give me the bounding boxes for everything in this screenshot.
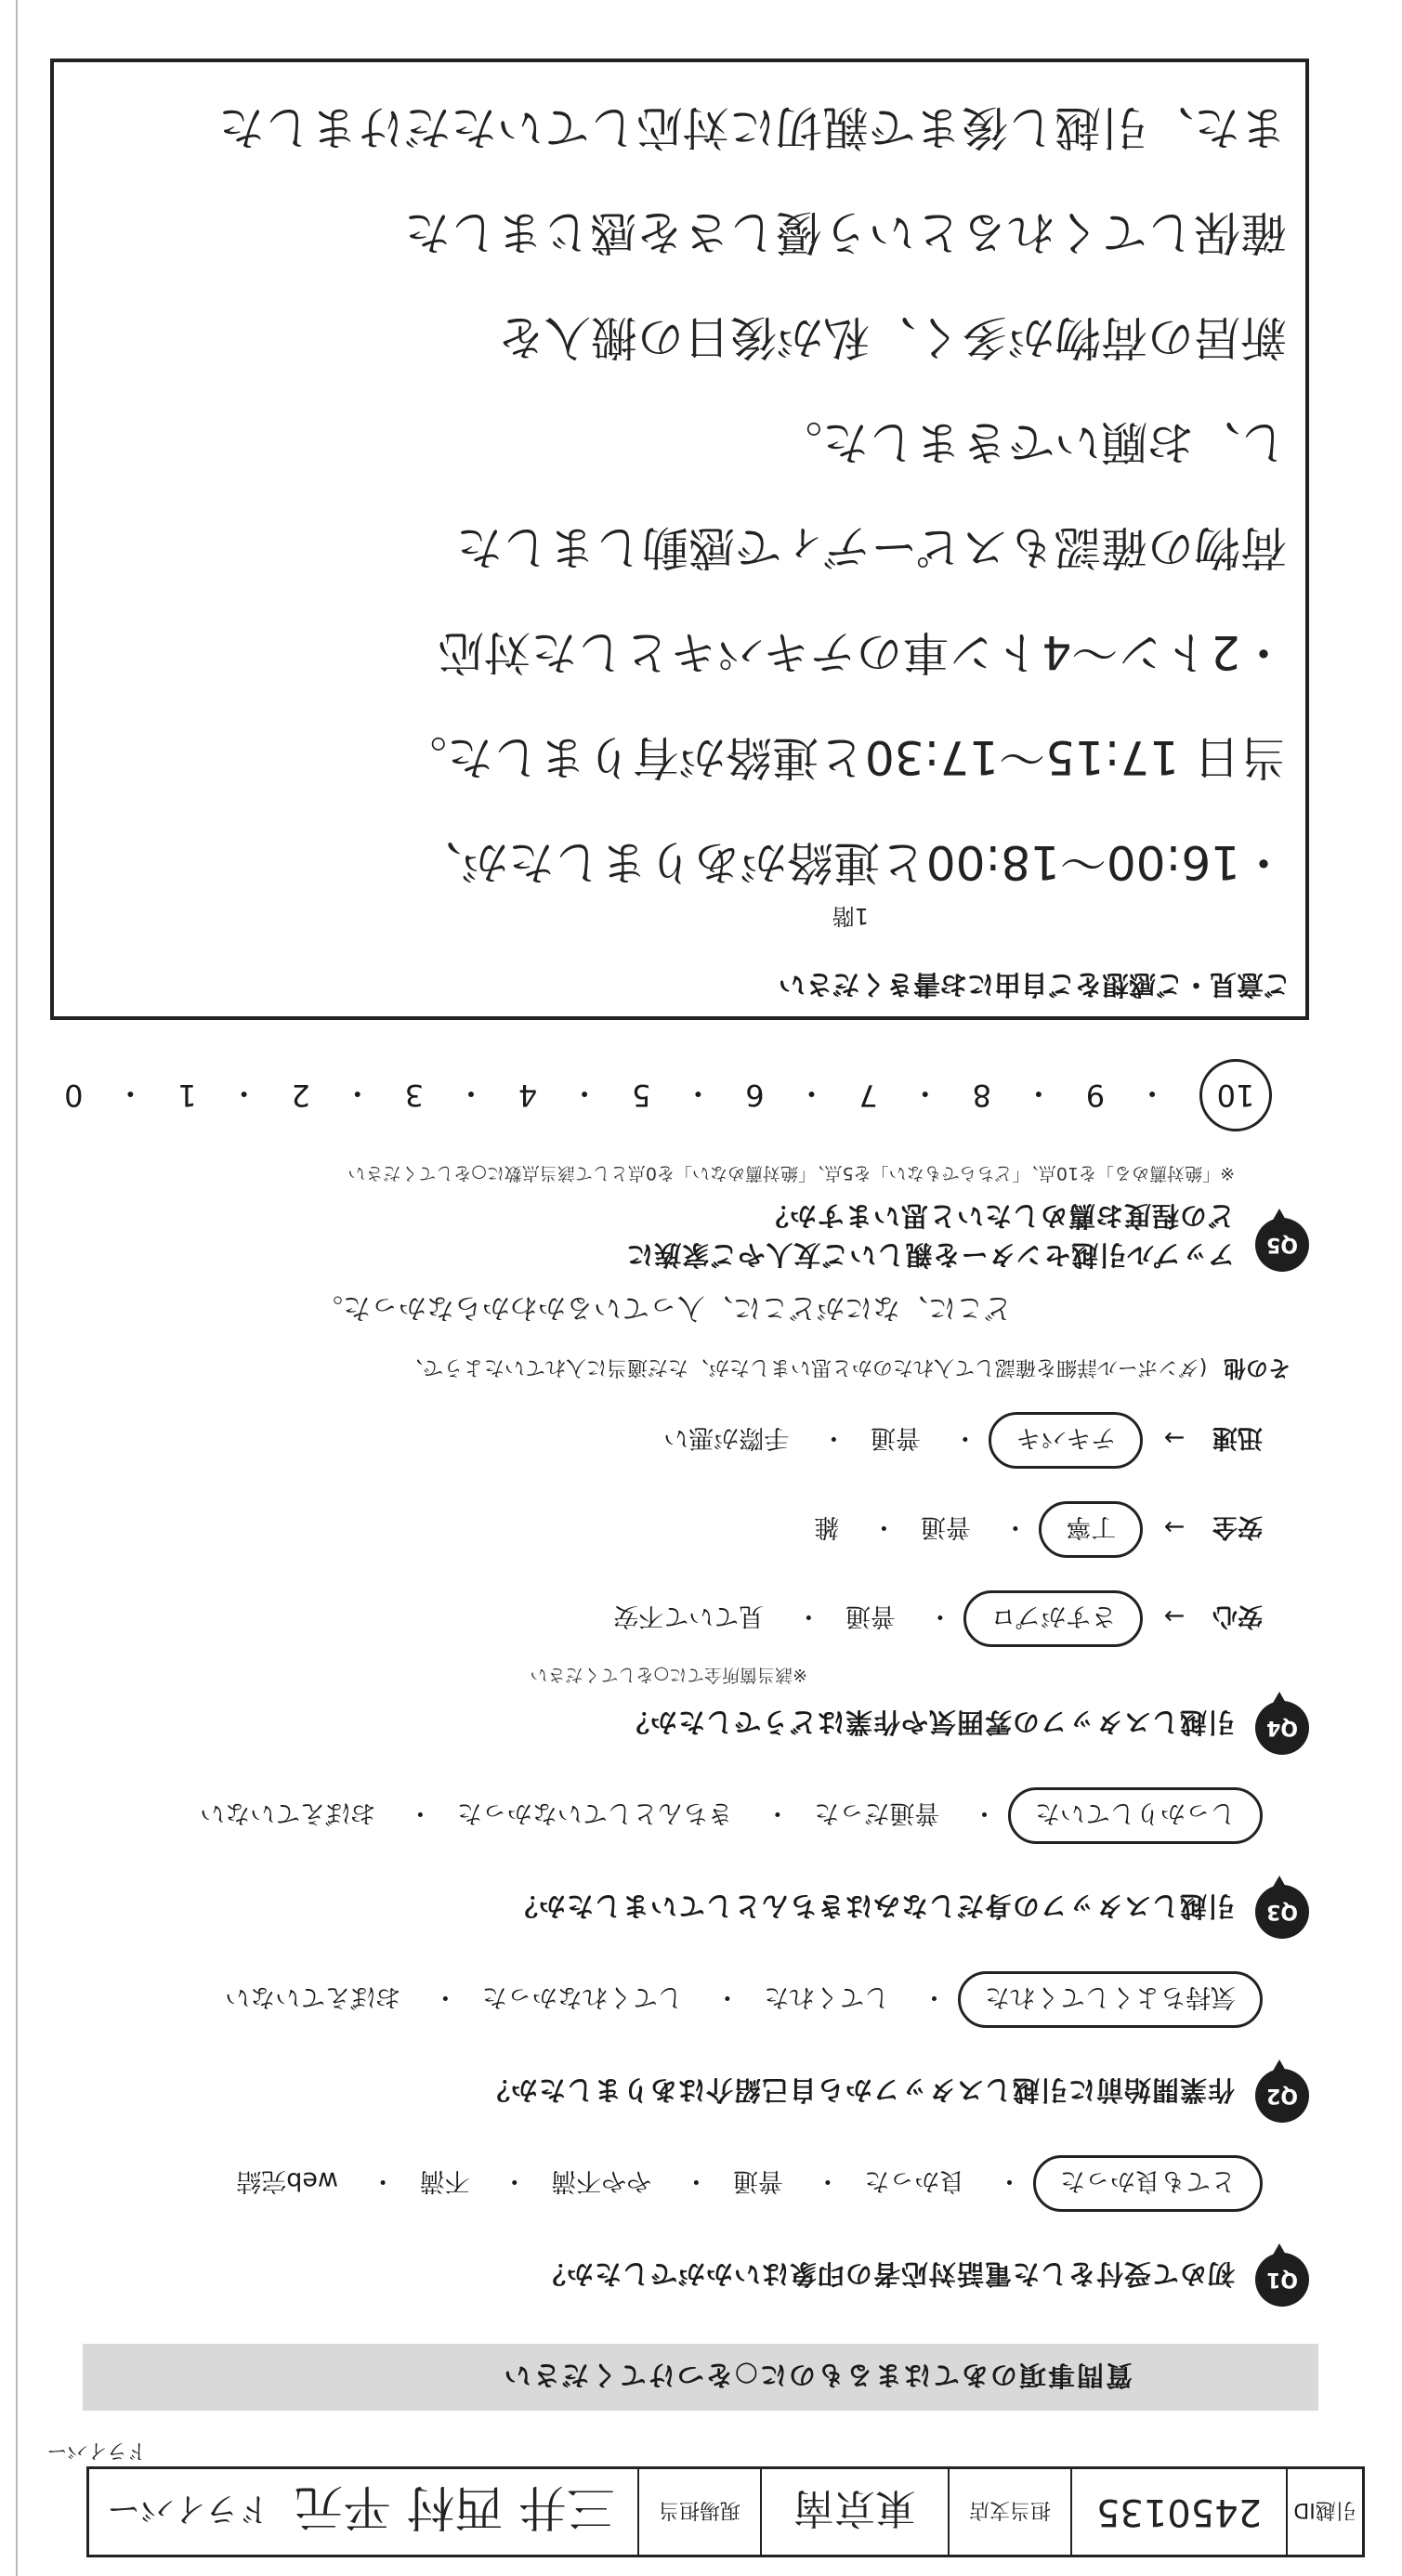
q2-title: 作業開始前に引越しスタッフから自己紹介はありましたか？ — [481, 2074, 1235, 2106]
q4-note: ※該当箇所全てに○をしてください — [530, 1665, 807, 1685]
q5-scale — [64, 1059, 1272, 1131]
staff-value: 三井 西村 平元 — [294, 2478, 615, 2535]
id-label: 引越ID — [1293, 2498, 1356, 2522]
q1-option-web[interactable]: web完結 — [236, 2166, 339, 2195]
q4-row-label-jinsoku: 迅速 — [1212, 1423, 1263, 1452]
q4-icon: Q4 — [1255, 1701, 1309, 1755]
branch-value: 東京南 — [793, 2484, 916, 2531]
q4-other-label: その他 — [1224, 1355, 1291, 1381]
q3-option-not-neat[interactable]: きちんとしていなかった — [456, 1798, 733, 1827]
corner-note: ドライバー — [46, 2439, 148, 2462]
branch-label: 担当支店 — [969, 2498, 1052, 2522]
comment-line: 当日 17:15〜17:30と連絡が有りました。 — [400, 730, 1287, 784]
staff-label-cell — [637, 2469, 760, 2555]
q5-icon: Q5 — [1255, 1218, 1309, 1272]
q2-option-did[interactable]: してくれた — [764, 1982, 890, 2011]
q4-row-anzen: 安全→ 丁寧・ 普通・ 雑 — [801, 1501, 1263, 1558]
comments-insert-note: 1階 — [832, 903, 869, 929]
q4-jinsoku-normal[interactable]: 普通 — [870, 1423, 921, 1452]
q3-option-neat[interactable]: しっかりしていた — [1008, 1787, 1263, 1844]
q4-row-label-anzen: 安全 — [1212, 1512, 1263, 1541]
comments-title: ご意見・ご感想をご自由にお書きください — [778, 969, 1291, 1000]
q5-note: ※「絶対薦める」を10点、「どちらでもない」を5点、「絶対薦めない」を0点として該当点数に○をしてください — [347, 1163, 1235, 1183]
q4-jinsoku-quick[interactable]: テキパキ — [989, 1412, 1143, 1469]
q1-option-good[interactable]: 良かった — [864, 2166, 965, 2195]
comment-line: 荷物の確認もスピーディで感動しました — [456, 520, 1287, 574]
q3-title: 引越しスタッフの身だしなみはきちんとしていましたか？ — [509, 1890, 1235, 1922]
staff-extra: ドライバー — [106, 2490, 272, 2529]
q1-title: 初めて受付をした電話対応者の印象はいかがでしたか？ — [537, 2258, 1235, 2290]
comment-line: ・2トン〜4トン車のテキパキとした対応 — [438, 625, 1287, 679]
q4-anzen-normal[interactable]: 普通 — [920, 1512, 971, 1541]
q2-icon: Q2 — [1255, 2069, 1309, 2123]
scale-dot: ・ — [1137, 1076, 1168, 1111]
staff-label: 現場担当 — [659, 2498, 741, 2522]
scale-dot: ・ — [683, 1076, 714, 1111]
scale-dot: ・ — [910, 1076, 940, 1111]
q1-icon: Q1 — [1255, 2253, 1309, 2307]
q5-score-9[interactable]: 9 — [1085, 1078, 1106, 1113]
q4-anzen-rough[interactable]: 雑 — [814, 1512, 840, 1541]
q5-title-line2: どの程度お薦めしたいと思いますか？ — [760, 1200, 1235, 1232]
q4-jinsoku-slow[interactable]: 手際が悪い — [663, 1423, 790, 1452]
comment-line: ・16:00〜18:00と連絡がありましたが、 — [414, 835, 1287, 889]
branch-label-cell — [948, 2469, 1070, 2555]
q5-score-0[interactable]: 0 — [64, 1078, 84, 1113]
q2-options: 気持ちよくしてくれた・ してくれた・ してくれなかった・ おぼえていない — [212, 1971, 1263, 2028]
scan-edge — [16, 0, 18, 2576]
q1-option-normal[interactable]: 普通 — [732, 2166, 783, 2195]
q4-row-label-anshin: 安心 — [1212, 1602, 1263, 1630]
arrow-icon: → — [1163, 1423, 1186, 1452]
q5-score-10[interactable]: 10 — [1199, 1059, 1272, 1131]
comment-line: 確保してくれるという優しさを感じました — [404, 205, 1287, 259]
q1-option-very-good[interactable]: とても良かった — [1033, 2155, 1263, 2212]
comments-box — [50, 59, 1309, 1020]
q5-score-4[interactable]: 4 — [518, 1078, 538, 1113]
q4-anshin-normal[interactable]: 普通 — [845, 1602, 896, 1630]
banner — [83, 2344, 1318, 2411]
q4-other — [402, 1354, 1291, 1387]
scale-dot: ・ — [570, 1076, 600, 1111]
scale-dot: ・ — [229, 1076, 259, 1111]
scale-dot: ・ — [342, 1076, 373, 1111]
q5-score-7[interactable]: 7 — [858, 1078, 878, 1113]
q4-other-text: (ダンボール詳細を確認して入れたのかと思いましたが、ただ適当に入れていたようで、 — [402, 1355, 1208, 1379]
q2-option-pleasant[interactable]: 気持ちよくしてくれた — [958, 1971, 1263, 2028]
banner-text: 質問事項のあてはまるものに○をつけてください — [502, 2360, 1133, 2392]
arrow-icon: → — [1163, 1512, 1186, 1541]
q1-option-slightly-dissatisfied[interactable]: やや不満 — [551, 2166, 652, 2195]
id-value-cell — [1070, 2469, 1286, 2555]
q4-anshin-pro[interactable]: さすがプロ — [963, 1590, 1143, 1647]
q2-option-dont-remember[interactable]: おぼえていない — [225, 1982, 401, 2011]
scale-dot: ・ — [455, 1076, 486, 1111]
q5-score-1[interactable]: 1 — [177, 1078, 197, 1113]
q3-icon: Q3 — [1255, 1885, 1309, 1939]
q4-row-anshin: 安心→ さすがプロ・ 普通・ 見ていて不安 — [600, 1590, 1263, 1647]
q5-score-3[interactable]: 3 — [404, 1078, 425, 1113]
comment-line: 新居の荷物が多く、私が後日の搬入を — [498, 310, 1287, 364]
q5-title-line1: アップル引越センターを親しいご友人やご家族に — [625, 1239, 1235, 1271]
q4-anshin-uneasy[interactable]: 見ていて不安 — [613, 1602, 765, 1630]
staff-value-cell — [89, 2469, 637, 2555]
id-label-cell — [1286, 2469, 1362, 2555]
id-value: 2450135 — [1095, 2491, 1263, 2533]
scale-dot: ・ — [1023, 1076, 1054, 1111]
q1-option-dissatisfied[interactable]: 不満 — [419, 2166, 470, 2195]
q3-option-dont-remember[interactable]: おぼえていない — [200, 1798, 376, 1827]
q5-score-5[interactable]: 5 — [632, 1078, 651, 1113]
arrow-icon: → — [1163, 1602, 1186, 1630]
comment-line: また、引越し後まで親切に対応していただけました — [218, 100, 1287, 154]
branch-value-cell — [760, 2469, 948, 2555]
comments-body[interactable] — [72, 74, 1287, 914]
q1-options: とても良かった・ 良かった・ 普通・ やや不満・ 不満・ web完結 — [223, 2155, 1263, 2212]
q4-anzen-careful[interactable]: 丁寧 — [1039, 1501, 1143, 1558]
q4-row-jinsoku: 迅速→ テキパキ・ 普通・ 手際が悪い — [650, 1412, 1263, 1469]
q3-option-normal[interactable]: 普通だった — [814, 1798, 940, 1827]
q5-score-8[interactable]: 8 — [972, 1078, 991, 1113]
header-table — [86, 2466, 1365, 2557]
comment-line: し、お願いできました。 — [776, 415, 1287, 469]
q4-other-text2: どこに、なにがどこに、入っているかわからなかった。 — [315, 1291, 1012, 1324]
scale-dot: ・ — [796, 1076, 827, 1111]
q4-title: 引越しスタッフの雰囲気や作業はどうでしたか？ — [621, 1706, 1235, 1738]
scale-dot: ・ — [115, 1076, 146, 1111]
q2-option-did-not[interactable]: してくれなかった — [481, 1982, 683, 2011]
q5-score-2[interactable]: 2 — [291, 1078, 310, 1113]
q5-score-6[interactable]: 6 — [745, 1078, 765, 1113]
q3-options: しっかりしていた・ 普通だった・ きちんとしていなかった・ おぼえていない — [187, 1787, 1263, 1844]
